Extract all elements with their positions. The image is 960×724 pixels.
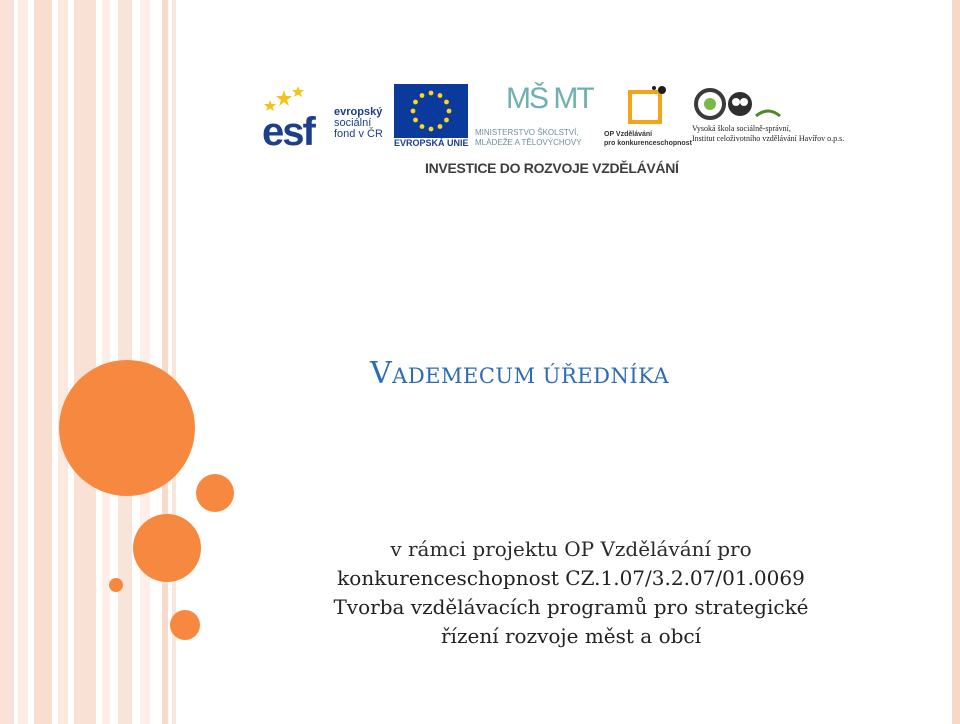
op-caption-line2: pro konkurenceschopnost [604, 140, 692, 147]
stripe [58, 0, 68, 724]
school-caption [692, 124, 872, 144]
right-edge-stripe [952, 0, 960, 724]
subtitle-line2: konkurenceschopnost CZ.1.07/3.2.07/01.0069 [337, 566, 805, 590]
slide-title [370, 356, 669, 391]
school-logo [694, 86, 784, 126]
esf-line1: evropský [334, 106, 383, 118]
small-circle [196, 474, 234, 512]
op-caption [604, 130, 694, 148]
slide-subtitle [236, 535, 906, 651]
title-first-letter: V [370, 356, 393, 391]
eu-stars-icon [394, 84, 468, 138]
medium-circle [133, 514, 201, 582]
large-circle [59, 360, 195, 496]
eu-flag [394, 84, 468, 138]
school-caption-line2: Institut celoživotního vzdělávání Havířov o.p.s. [692, 134, 845, 143]
investice-banner: INVESTICE DO ROZVOJE VZDĚLÁVÁNÍ [425, 160, 679, 176]
decorative-stripes [0, 0, 200, 724]
esf-line3: fond v ČR [334, 128, 383, 140]
stripe [74, 0, 96, 724]
subtitle-line4: řízení rozvoje měst a obcí [440, 624, 702, 648]
msmt-caption-line1: MINISTERSTVO ŠKOLSTVÍ, [475, 128, 579, 137]
subtitle-line1: v rámci projektu OP Vzdělávání pro [390, 537, 752, 561]
tiny-circle [109, 578, 123, 592]
stripe [34, 0, 52, 724]
small-circle [170, 610, 200, 640]
school-caption-line1: Vysoká škola sociálně-správní, [692, 124, 791, 133]
stripe [18, 0, 28, 724]
esf-caption [334, 107, 394, 140]
op-caption-line1: OP Vzdělávání [604, 131, 653, 138]
stripe [162, 0, 168, 724]
eu-caption: EVROPSKÁ UNIE [394, 138, 469, 148]
esf-line2: sociální [334, 117, 372, 129]
subtitle-line3: Tvorba vzdělávacích programů pro strategické [333, 595, 809, 619]
op-vzdelavani-logo [622, 84, 672, 128]
msmt-logo: MŠ MT [506, 82, 593, 115]
msmt-caption [475, 128, 605, 148]
msmt-caption-line2: MLÁDEŽE A TĚLOVÝCHOVY [475, 138, 582, 147]
stripe [0, 0, 14, 724]
title-rest: ADEMECUM ÚŘEDNÍKA [392, 364, 670, 388]
esf-mark: esf [262, 110, 314, 154]
